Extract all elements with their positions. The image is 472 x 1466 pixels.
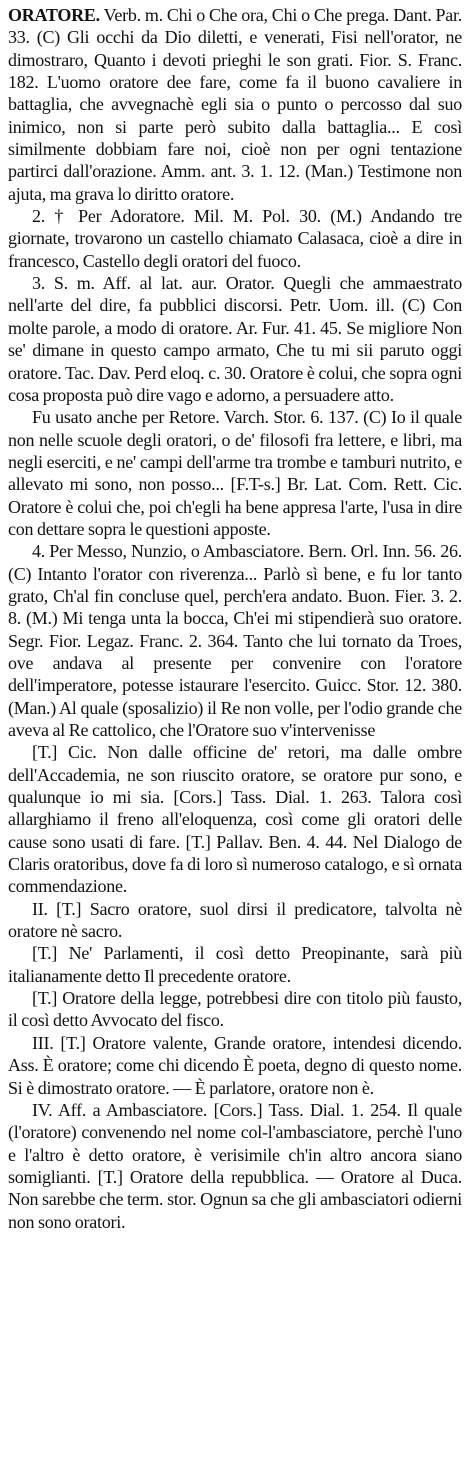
entry-paragraph-legge: [T.] Oratore della legge, potrebbesi dire con titolo più fausto, il così detto Avvocato del fisco.	[8, 988, 462, 1031]
entry-paragraph-sense-2: 2. † Per Adoratore. Mil. M. Pol. 30. (M.) Andando tre giornate, trovarono un castello chiamato Calasaca, cioè a dire in francesco, Castello degli oratori del fuoco.	[8, 206, 462, 271]
entry-paragraph-cic: [T.] Cic. Non dalle officine de' retori, ma dalle ombre dell'Accademia, ne son riuscito oratore, se oratore pur sono, e qualunque io mi sia. [Cors.] Tass. Dial. 1. 263. Talora così allarghiamo il freno all'eloquenza, così come gli oratori delle cause sono usati di fare. [T.] Pallav. Ben. 4. 44. Nel Dialogo de Claris oratoribus, dove fa di loro sì numeroso catalogo, e sì ornata commendazione.	[8, 742, 462, 897]
entry-paragraph-sense-III: III. [T.] Oratore valente, Grande oratore, intendesi dicendo. Ass. È oratore; come chi dicendo È poeta, degno di questo nome. Si è dimostrato oratore. — È parlatore, oratore non è.	[8, 1032, 462, 1098]
entry-paragraph-sense-3: 3. S. m. Aff. al lat. aur. Orator. Quegli che ammaestrato nell'arte del dire, fa pubblici discorsi. Petr. Uom. ill. (C) Con molte parole, a modo di oratore. Ar. Fur. 41. 45. Se migliore Non se' dimane in questo campo armato, Che tu mi sii paruto oggi oratore. Tac. Dav. Perd eloq. c. 30. Oratore è colui, che sopra ogni cosa proposta può dire vago e adorno, a persuadere atto.	[8, 273, 462, 405]
entry-paragraph-parlamenti: [T.] Ne' Parlamenti, il così detto Preopinante, sarà più italianamente detto Il precedente oratore.	[8, 943, 462, 986]
entry-headword: ORATORE.	[8, 5, 100, 25]
entry-paragraph-sense-4: 4. Per Messo, Nunzio, o Ambasciatore. Bern. Orl. Inn. 56. 26. (C) Intanto l'orator con riverenza... Parlò sì bene, e fu lor tanto grato, Ch'al fin concluse quel, perch'era andato. Buon. Fier. 3. 2. 8. (M.) Mi tenga unta la bocca, Ch'ei mi stipendierà suo oratore. Segr. Fior. Legaz. Franc. 2. 364. Tanto che lui tornato da Troes, ove andava al presente per convenire con l'oratore dell'imperatore, potesse istaurare l'esercito. Guicc. Stor. 12. 380. (Man.) Al quale (sposalizio) il Re non volle, per l'odio grande che aveva al Re cattolico, che l'Oratore suo v'intervenisse	[8, 541, 462, 740]
entry-paragraph-sense-II: II. [T.] Sacro oratore, suol dirsi il predicatore, talvolta nè oratore nè sacro.	[8, 898, 462, 942]
entry-paragraph-sense-IV: IV. Aff. a Ambasciatore. [Cors.] Tass. Dial. 1. 254. Il quale (l'oratore) convenendo nel nome col-l'ambasciatore, perchè l'uno e l'altro è detto oratore, è verisimile ch'in altro ancora siano somiglianti. [T.] Oratore della repubblica. — Oratore al Duca. Non sarebbe che term. stor. Ognun sa che gli ambasciatori odierni non sono oratori.	[8, 1099, 462, 1232]
entry-paragraph-retore: Fu usato anche per Retore. Varch. Stor. 6. 137. (C) Io il quale non nelle scuole degli oratori, o de' filosofi fra lettere, e libri, ma negli eserciti, e ne' campi dell'arme tra trombe e tamburi nutrito, e allevato mi sono, non posso... [F.T-s.] Br. Lat. Com. Rett. Cic. Oratore è colui che, poi ch'egli ha bene appresa l'arte, l'usa in dire con dettare sopra le questioni apposte.	[8, 407, 462, 539]
paragraph-text: Verb. m. Chi o Che ora, Chi o Che prega. Dant. Par. 33. (C) Gli occhi da Dio diletti, e venerati, Fisi nell'orator, ne dimostraro, Quanto i devoti prieghi le son grati. Fior. S. Franc. 182. L'uomo oratore dee fare, come fa il buono cavaliere in battaglia, che avvegnachè egli sia o punto o percosso dal suo inimico, non si parte però subito dalla battaglia... E così similmente dobbiam fare noi, cioè non per ogni tentazione partirci dall'orazione. Amm. ant. 3. 1. 12. (Man.) Testimone non ajuta, ma grava lo diritto oratore.	[8, 5, 462, 204]
entry-paragraph-headword	[8, 4, 462, 205]
